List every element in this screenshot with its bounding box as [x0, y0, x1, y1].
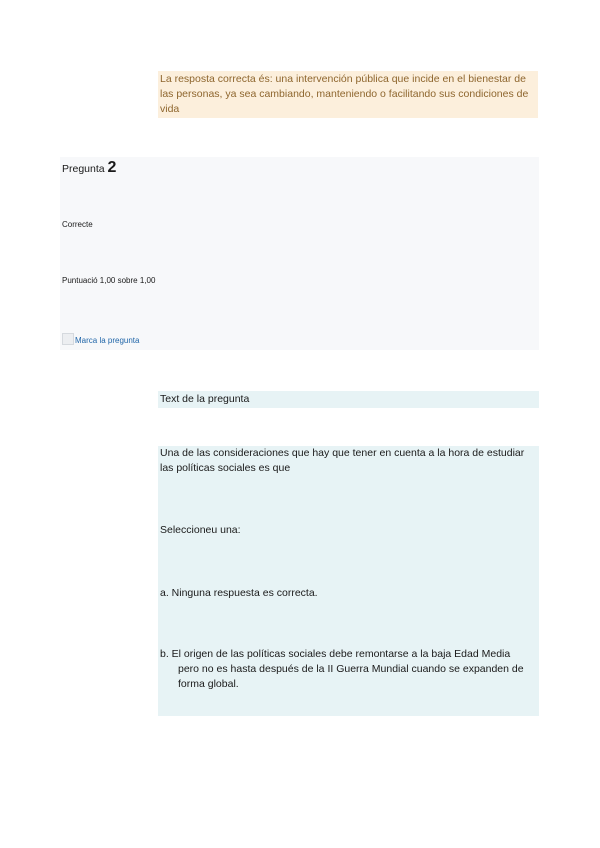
question-prompt: Una de las consideraciones que hay que tener en cuenta a la hora de estudiar las políticas sociales es que: [160, 447, 525, 474]
flag-question-label[interactable]: Marca la pregunta: [75, 336, 140, 345]
answer-option-a[interactable]: a. Ninguna respuesta es correcta.: [160, 587, 318, 599]
feedback-text: La resposta correcta és: una intervención pública que incide en el bienestar de las personas, ya sea cambiando, manteniendo o facilitando sus condiciones de vida: [160, 73, 529, 115]
question-number-value: 2: [107, 159, 117, 176]
question-formulation: [158, 446, 539, 716]
question-text-heading: Text de la pregunta: [158, 391, 539, 408]
question-grade: Puntuació 1,00 sobre 1,00: [62, 276, 156, 285]
flag-checkbox-icon[interactable]: [62, 333, 74, 345]
flag-question-button[interactable]: [62, 333, 139, 345]
question-state: Correcte: [62, 220, 93, 229]
question-number-label: Pregunta: [62, 163, 105, 175]
question-number: [62, 159, 116, 177]
choose-one-label: Seleccioneu una:: [160, 524, 241, 536]
answer-option-b[interactable]: b. El origen de las políticas sociales debe remontarse a la baja Edad Media pero no es hasta después de la II Guerra Mundial cuando se expanden de forma global.: [160, 648, 524, 690]
correct-answer-feedback: [158, 71, 538, 118]
question-info-panel: [60, 157, 539, 350]
